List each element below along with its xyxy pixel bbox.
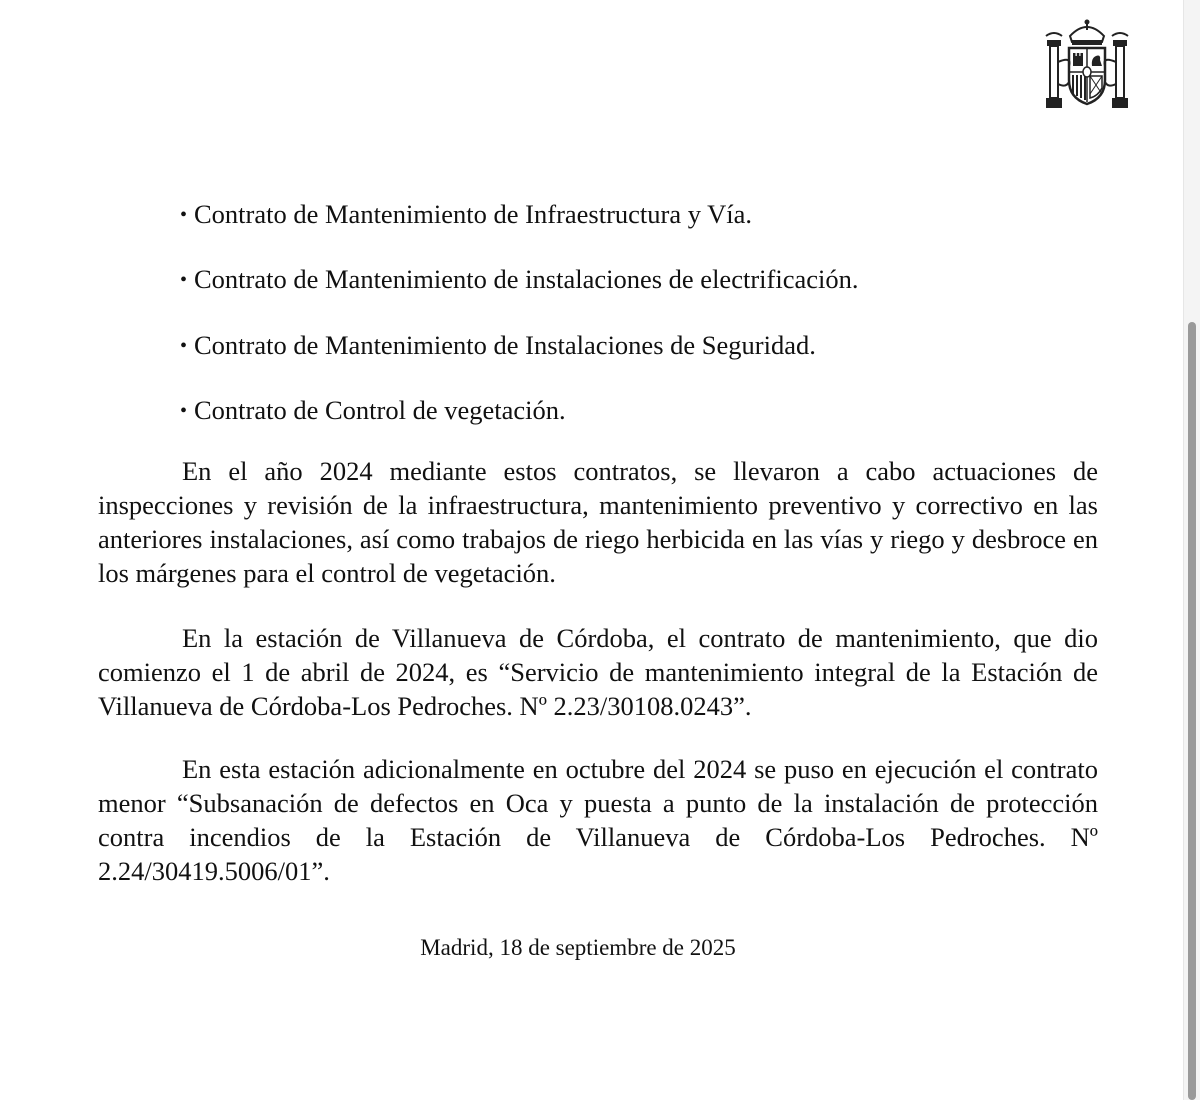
list-item — [180, 328, 816, 363]
paragraph-contrato-mantenimiento: En la estación de Villanueva de Córdoba, el contrato de mantenimiento, que dio comienzo el 1 de abril de 2024, es “Servicio de mantenimiento integral de la Estación de Villanueva de Córdoba-Los Pedroches. Nº 2.23/30108.0243”. — [98, 623, 1098, 721]
list-item-text: Contrato de Mantenimiento de Instalaciones de Seguridad. — [194, 330, 816, 360]
list-item — [180, 197, 752, 232]
list-item-text: Contrato de Mantenimiento de instalaciones de electrificación. — [194, 264, 859, 294]
bullet-marker: • — [180, 204, 188, 226]
bullet-marker: • — [180, 335, 188, 357]
paragraph-actuaciones-2024: En el año 2024 mediante estos contratos, se llevaron a cabo actuaciones de inspecciones y revisión de la infraestructura, mantenimiento preventivo y correctivo en las anteriores instalaciones, así como trabajos de riego herbicida en las vías y riego y desbroce en los márgenes para el control de vegetación. — [98, 456, 1098, 588]
signature-date: Madrid, 18 de septiembre de 2025 — [420, 935, 736, 960]
bullet-marker: • — [180, 269, 188, 291]
bullet-marker: • — [180, 400, 188, 422]
vertical-scrollbar[interactable] — [1183, 0, 1200, 1100]
list-item — [180, 262, 858, 297]
list-item-text: Contrato de Mantenimiento de Infraestructura y Vía. — [194, 199, 753, 229]
paragraph-contrato-menor: En esta estación adicionalmente en octubre del 2024 se puso en ejecución el contrato menor “Subsanación de defectos en Oca y puesta a punto de la instalación de protección contra incendios de la Estación de Villanueva de Córdoba-Los Pedroches. Nº 2.24/30419.5006/01”. — [98, 754, 1098, 886]
list-item-text: Contrato de Control de vegetación. — [194, 395, 566, 425]
spanish-coat-of-arms-icon — [1042, 16, 1132, 114]
scrollbar-thumb[interactable] — [1188, 322, 1196, 1100]
list-item — [180, 393, 566, 428]
